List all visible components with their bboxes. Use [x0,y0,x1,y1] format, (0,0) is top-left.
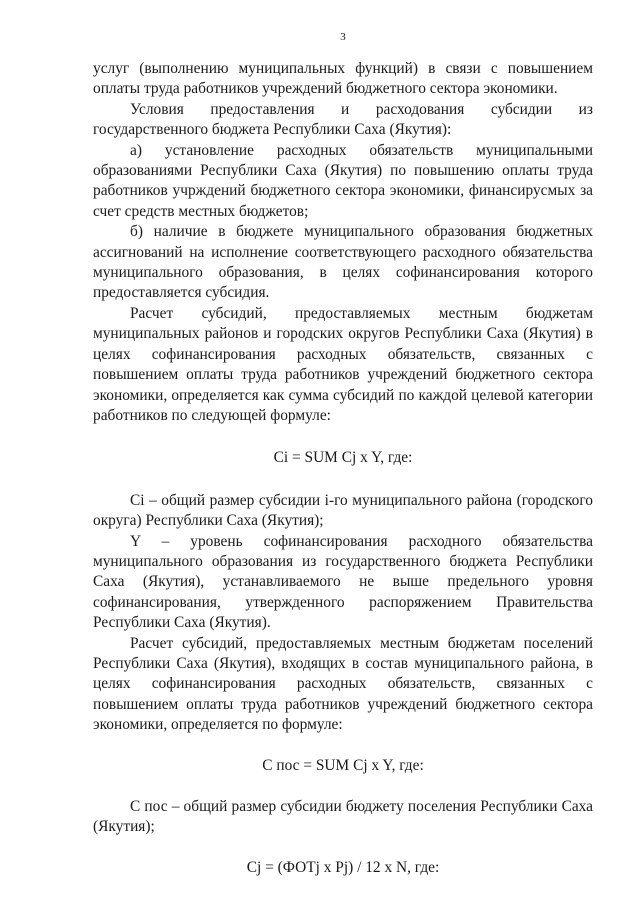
paragraph-y-definition: Y – уровень софинансирования расходного обязательства муниципального образования из государственного бюджета Республики Саха (Якутия), устанавливаемого не выше предельного уровня софинансирования, утвержденного распоряжением Правительства Республики Саха (Якутия). [93,532,593,632]
paragraph-continuation: услуг (выполнению муниципальных функций) в связи с повышением оплаты труда работников учреждений бюджетного сектора экономики. [93,60,593,98]
formula-cj: Cj = (ФОТj x Pj) / 12 x N, где: [246,858,440,876]
paragraph-ci-definition: Ci – общий размер субсидии i-го муниципального района (городского округа) Республики Саха (Якутия); [93,491,593,530]
document-page [93,30,593,878]
page-number: 3 [340,31,346,43]
paragraph-condition-a: а) установление расходных обязательств муниципальными образованиями Республики Саха (Якутия) по повышению оплаты труда работников учрждений бюджетного сектора экономики, финансирусмых за счет средств местных бюджетов; [93,141,593,220]
paragraph-calculation-settlements: Расчет субсидий, предоставляемых местным бюджетам поселений Республики Саха (Якутия), входящих в состав муниципального района, в целях софинансирования расходных обязательств, связанных с повышением оплаты труда работников учреждений бюджетного сектора экономики, определяется по формуле: [93,634,593,734]
paragraph-condition-b: б) наличие в бюджете муниципального образования бюджетных ассигнований на исполнение соответствующего расходного обязательства муниципального образования, в целях софинансирования которого предоставляется субсидия. [93,223,593,302]
formula-c-pos: С пос = SUM Cj x Y, где: [262,756,424,774]
paragraph-calculation-districts: Расчет субсидий, предоставляемых местным бюджетам муниципальных районов и городских округов Республики Саха (Якутия) в целях софинансирования расходных обязательств, связанных с повышением оплаты труда работников учреждений бюджетного сектора экономики, определяется как сумма субсидий по каждой целевой категории работников по следующей формуле: [93,304,593,424]
paragraph-conditions-intro: Условия предоставления и расходования субсидии из государственного бюджета Республики Саха (Якутия): [93,100,593,139]
formula-ci: Ci = SUM Cj x Y, где: [273,449,413,467]
paragraph-c-pos-definition: С пос – общий размер субсидии бюджету поселения Республики Саха (Якутия); [93,798,593,836]
